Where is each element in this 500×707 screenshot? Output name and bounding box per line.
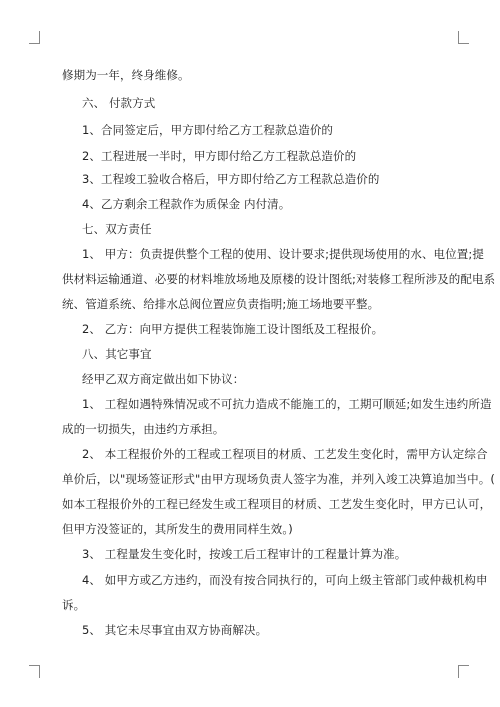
section-heading: 七、双方责任 bbox=[82, 222, 152, 236]
text-line: 1、 甲方：负责提供整个工程的使用、设计要求;提供现场使用的水、电位置;提 bbox=[82, 247, 484, 261]
text-line: 供材料运输通道、必要的材料堆放场地及原楼的设计图纸;对装修工程所涉及的配电系 bbox=[62, 272, 496, 286]
text-line: 3、 工程量发生变化时，按竣工后工程审计的工程量计算为准。 bbox=[82, 547, 407, 561]
text-line: 但甲方没签证的，其所发生的费用同样生效。) bbox=[62, 522, 293, 536]
text-line: 4、乙方剩余工程款作为质保金 内付清。 bbox=[82, 197, 291, 211]
text-line: 2、 本工程报价外的工程或工程项目的材质、工艺发生变化时，需甲方认定综合 bbox=[82, 447, 488, 461]
text-line: 4、 如甲方或乙方违约，而没有按合同执行的，可向上级主管部门或仲裁机构申 bbox=[82, 573, 488, 587]
text-line: 1、 工程如遇特殊情况或不可抗力造成不能施工的，工期可顺延;如发生违约所造 bbox=[82, 397, 492, 411]
text-line: 成的一切损失，由违约方承担。 bbox=[62, 422, 225, 436]
text-line: 3、工程竣工验收合格后，甲方即付给乙方工程款总造价的 bbox=[82, 172, 380, 186]
text-line: 诉。 bbox=[62, 598, 86, 612]
text-line: 经甲乙双方商定做出如下协议： bbox=[82, 372, 245, 386]
crop-mark-top-right bbox=[458, 31, 469, 44]
text-line: 修期为一年，终身维修。 bbox=[62, 68, 190, 82]
text-line: 5、 其它未尽事宜由双方协商解决。 bbox=[82, 623, 268, 637]
text-line: 单价后，以"现场签证形式"由甲方现场负责人签字为准，并列入竣工决算追加当中。( bbox=[62, 472, 495, 486]
section-heading: 八、其它事宜 bbox=[82, 347, 152, 361]
text-line: 如本工程报价外的工程已经发生或工程项目的材质、工艺发生变化时，甲方已认可， bbox=[62, 497, 492, 511]
text-line: 1、合同签定后，甲方即付给乙方工程款总造价的 bbox=[82, 123, 334, 137]
text-line: 2、 乙方：向甲方提供工程装饰施工设计图纸及工程报价。 bbox=[82, 322, 384, 336]
text-line: 统、管道系统、给排水总阀位置应负责指明;施工场地要平整。 bbox=[62, 297, 380, 311]
text-line: 2、工程进展一半时，甲方即付给乙方工程款总造价的 bbox=[82, 149, 357, 163]
crop-mark-bottom-left bbox=[29, 665, 40, 678]
section-heading: 六、 付款方式 bbox=[82, 96, 156, 110]
crop-mark-top-left bbox=[29, 31, 40, 44]
crop-mark-bottom-right bbox=[458, 665, 469, 678]
